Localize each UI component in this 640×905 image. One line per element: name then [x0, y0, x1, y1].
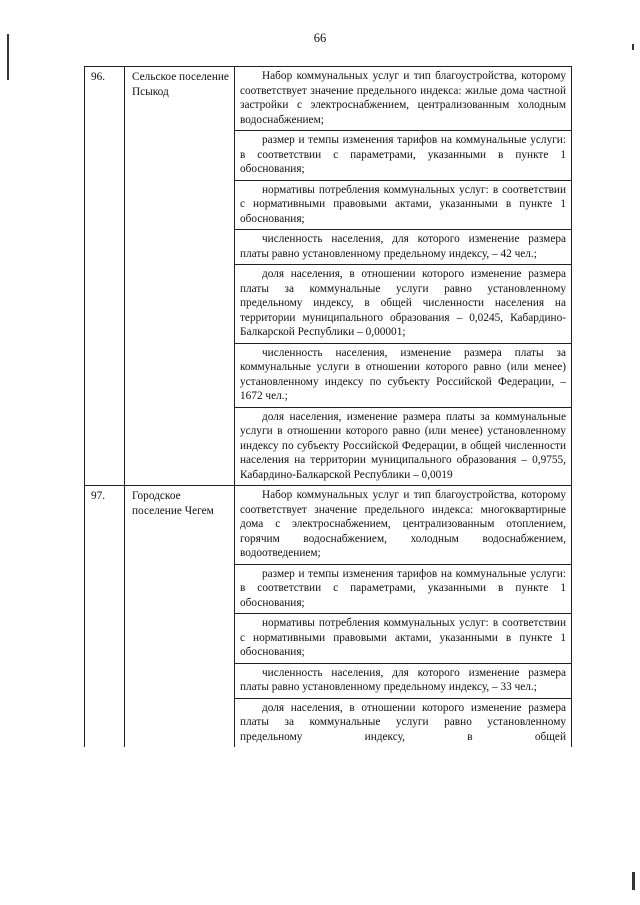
municipality-name: Городское поселение Чегем [125, 486, 235, 748]
description-paragraph: доля населения, изменение размера платы за коммунальные услуги в отношении которого равно (или менее) установленному индексу по субъекту Российской Федерации, в общей численности населения на территории муниципального образования – 0,9755, Кабардино-Балкарской Республики – 0,0019 [235, 407, 571, 486]
table-row [85, 486, 572, 748]
description-paragraph: размер и темпы изменения тарифов на коммунальные услуги: в соответствии с параметрами, указанными в пункте 1 обоснования; [235, 130, 571, 180]
row-number: 97. [85, 486, 125, 748]
municipal-table [84, 66, 572, 747]
description-paragraph: численность населения, изменение размера платы за коммунальные услуги в отношении которого равно (или менее) установленному индексу по субъекту Российской Федерации, – 1672 чел.; [235, 343, 571, 407]
description-paragraph: доля населения, в отношении которого изменение размера платы за коммунальные услуги равно установленному предельному индексу, в общей [235, 698, 571, 748]
description-paragraph: Набор коммунальных услуг и тип благоустройства, которому соответствует значение предельного индекса: многоквартирные дома с электроснабжением, централизованным отоплением, горячим водоснабжением, холодным водоснабжением, водоотведением; [240, 489, 566, 559]
description-paragraph: размер и темпы изменения тарифов на коммунальные услуги: в соответствии с параметрами, указанными в пункте 1 обоснования; [235, 564, 571, 614]
description-paragraph: численность населения, для которого изменение размера платы равно установленному предельному индексу, – 42 чел.; [235, 229, 571, 264]
description-paragraph: нормативы потребления коммунальных услуг: в соответствии с нормативными правовыми актами, указанными в пункте 1 обоснования; [235, 613, 571, 663]
description-paragraph: доля населения, в отношении которого изменение размера платы за коммунальные услуги равно установленному предельному индексу, в общей численности населения на территории муниципального образования – 0,0245, Кабардино-Балкарской Республики – 0,00001; [235, 264, 571, 343]
description-paragraph: Набор коммунальных услуг и тип благоустройства, которому соответствует значение предельного индекса: жилые дома частной застройки с электроснабжением, централизованным холодным водоснабжением; [240, 70, 566, 126]
description-cell [235, 67, 572, 486]
municipality-name: Сельское поселение Псыкод [125, 67, 235, 486]
table-row [85, 67, 572, 486]
description-paragraph: нормативы потребления коммунальных услуг: в соответствии с нормативными правовыми актами, указанными в пункте 1 обоснования; [235, 180, 571, 230]
scan-mark-right-bottom [632, 872, 635, 890]
description-cell [235, 486, 572, 748]
row-number: 96. [85, 67, 125, 486]
page-number: 66 [313, 31, 327, 45]
description-paragraph: численность населения, для которого изменение размера платы равно установленному предельному индексу, – 33 чел.; [235, 663, 571, 698]
